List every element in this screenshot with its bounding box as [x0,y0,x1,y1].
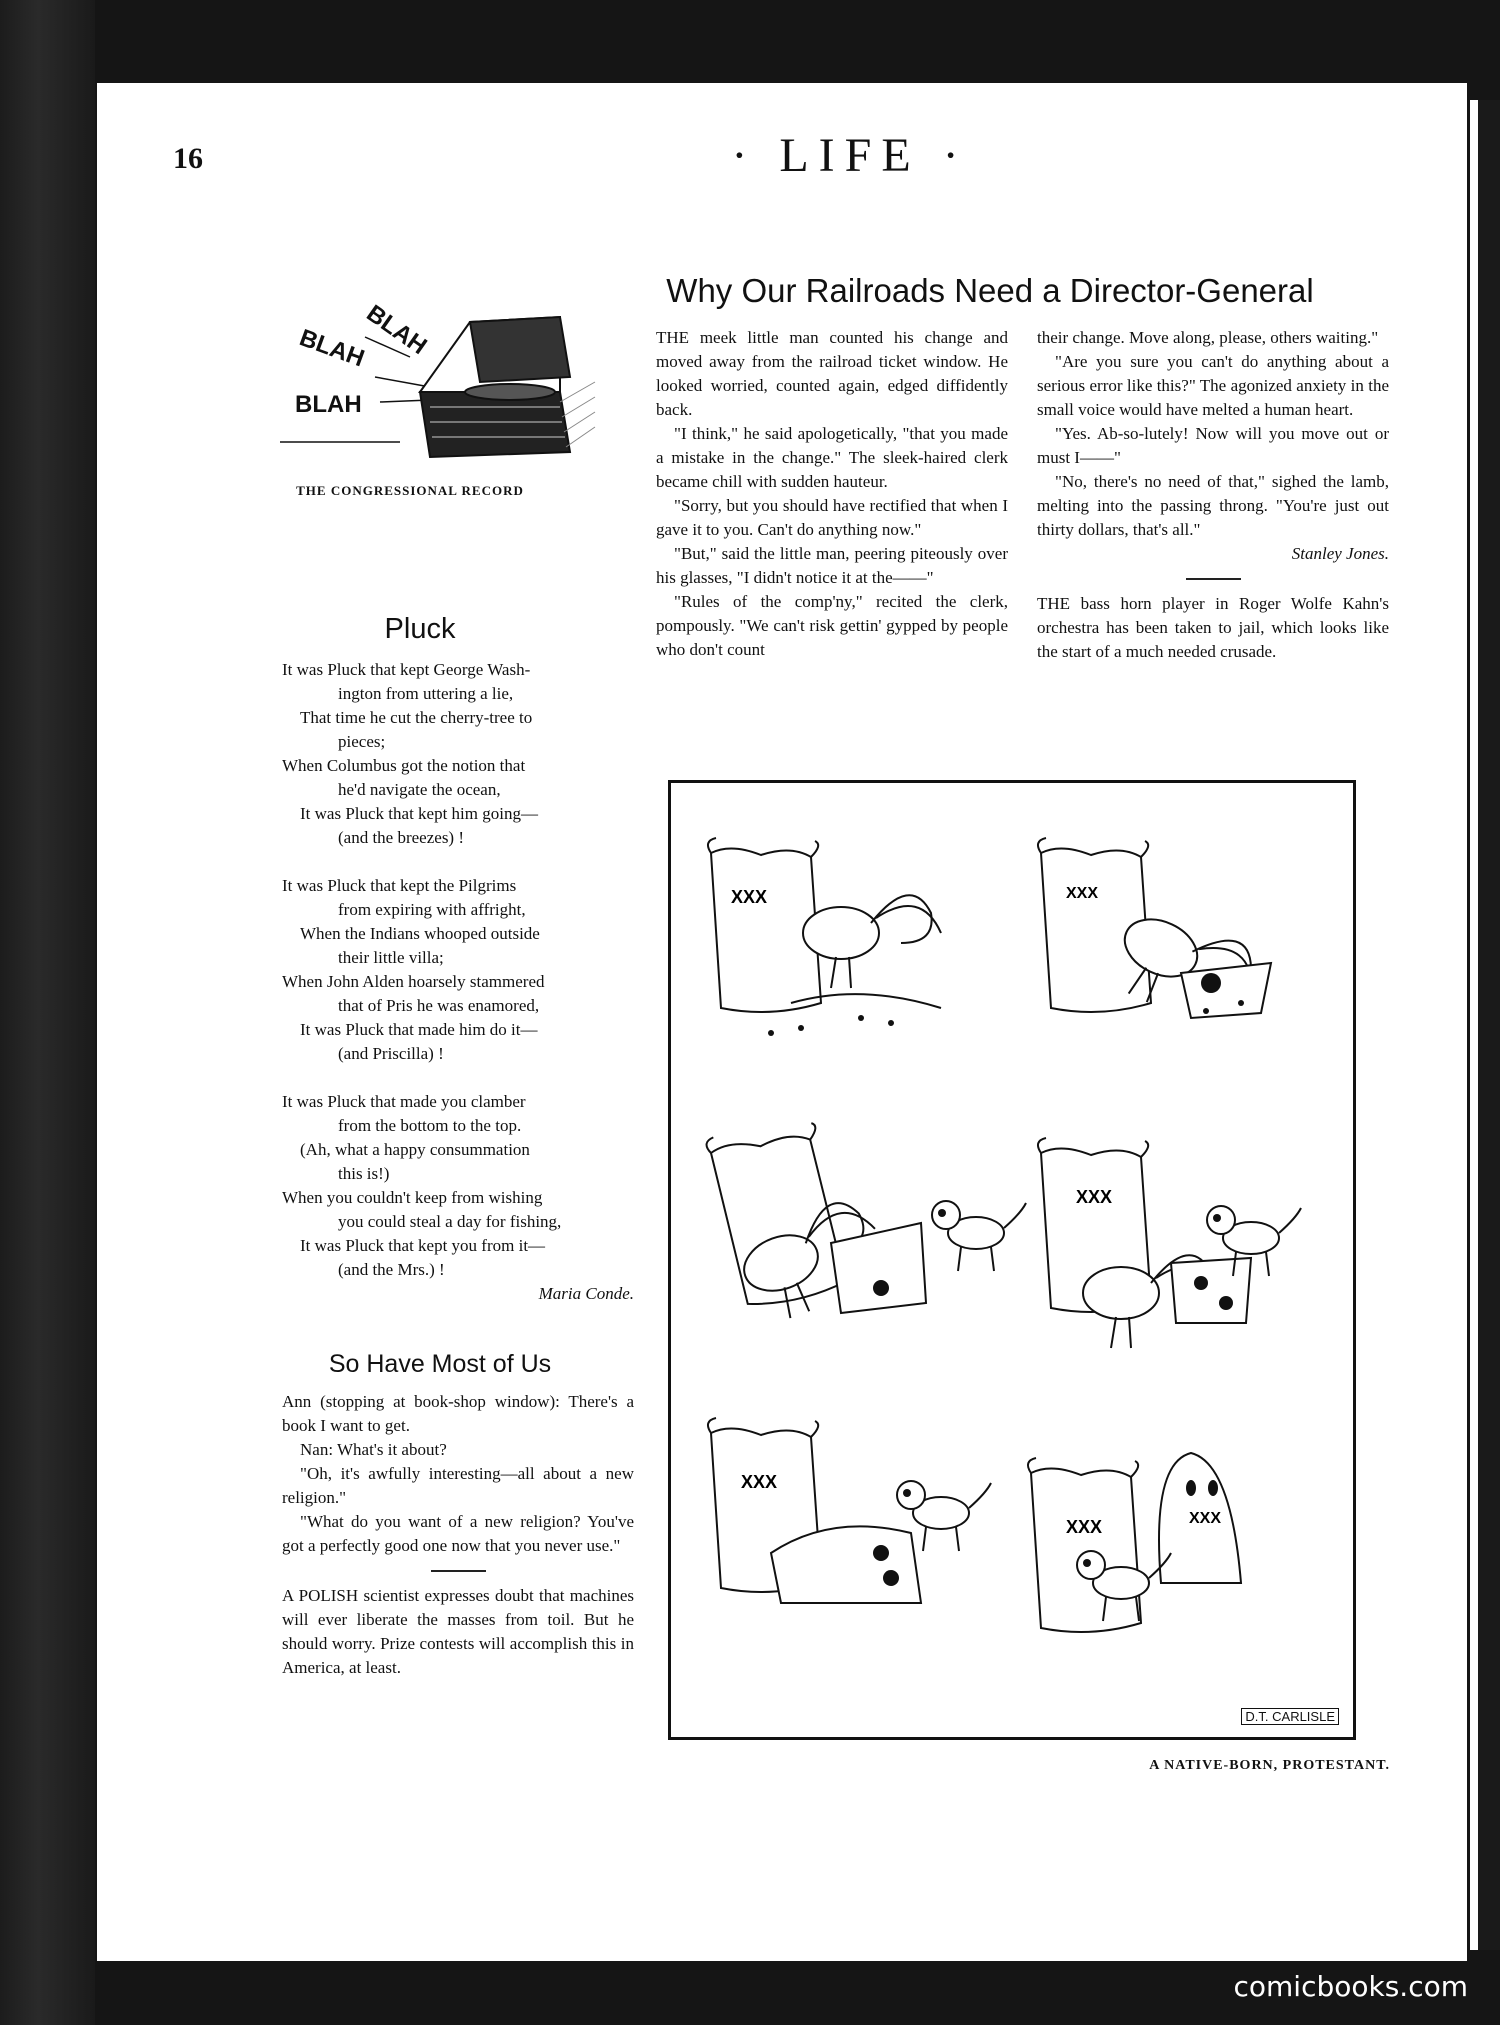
poem-line: from expiring with affright, [338,900,526,919]
poem-line: When Columbus got the notion that [282,756,526,775]
masthead: · LIFE · [731,129,969,182]
scan-left-edge [0,0,95,2025]
railroads-paragraph: their change. Move along, please, others waiting." [1037,328,1379,347]
railroads-paragraph: THE meek little man counted his change and moved away from the railroad ticket window. He looked worried, counted again, edged diffidently back. [656,328,1008,419]
svg-text:XXX: XXX [731,887,768,907]
illustration-caption: THE CONGRESSIONAL RECORD [296,483,524,498]
poem-line: When John Alden hoarsely stammered [282,972,545,991]
polish-paragraph: A POLISH scientist expresses doubt that machines will ever liberate the masses from toil. But he should worry. Prize contests will accomplish this in America, at least. [282,1586,634,1677]
poem-line: That time he cut the cherry-tree to [300,708,533,727]
comic-caption: A NATIVE-BORN, PROTESTANT. [1149,1758,1390,1773]
poem-line: (and Priscilla) ! [338,1044,444,1063]
railroads-paragraph: "Sorry, but you should have rectified that when I gave it to you. Can't do anything now." [656,496,1008,539]
poem-line: you could steal a day for fishing, [338,1212,562,1231]
most-paragraph: Nan: What's it about? [300,1440,447,1459]
poem-line: When the Indians whooped outside [300,924,540,943]
railroads-paragraph: "Yes. Ab-so-lutely! Now will you move out or must I——" [1037,424,1389,467]
railroads-author: Stanley Jones. [1291,544,1389,563]
comic-panel-1 [708,838,941,1036]
poem-line: (and the Mrs.) ! [338,1260,445,1279]
railroads-paragraph: "No, there's no need of that," sighed the lamb, melting into the passing throng. "You're just out thirty dollars, that's all." [1037,472,1389,539]
railroads-paragraph: "But," said the little man, peering piteously over his glasses, "I didn't notice it at the——" [656,544,1008,587]
poem-line: their little villa; [338,948,444,967]
page-number: 16 [173,142,203,175]
pluck-poem [282,658,634,1306]
comic-panel-5 [708,1418,991,1603]
blah-word-2: BLAH [295,324,368,373]
poem-line: It was Pluck that made him do it— [300,1020,538,1039]
poem-line: When you couldn't keep from wishing [282,1188,543,1207]
poem-line: It was Pluck that kept the Pilgrims [282,876,517,895]
railroads-paragraph: "Rules of the comp'ny," recited the clerk, pompously. "We can't risk gettin' gypped by people who don't count [656,592,1008,659]
railroads-paragraph: "Are you sure you can't do anything about a serious error like this?" The agonized anxiety in the small voice would have melted a human heart. [1037,352,1389,419]
comic-panels [671,783,1353,1737]
pluck-title: Pluck [384,613,456,645]
most-title: So Have Most of Us [328,1350,552,1378]
poem-line: that of Pris he was enamored, [338,996,540,1015]
svg-text:XXX: XXX [1076,1187,1113,1207]
bass-paragraph: THE bass horn player in Roger Wolfe Kahn's orchestra has been taken to jail, which looks like the start of a much needed crusade. [1037,594,1389,661]
railroads-column-2 [1037,326,1389,664]
poem-line: It was Pluck that made you clamber [282,1092,526,1111]
phonograph-illustration [270,282,600,472]
most-paragraph: Ann (stopping at book-shop window): There's a book I want to get. [282,1392,634,1435]
phonograph-cabinet [420,317,570,457]
poem-line: from the bottom to the top. [338,1116,522,1135]
comic-panel-2 [1038,838,1271,1040]
svg-text:XXX: XXX [1189,1510,1222,1527]
most-paragraph: "Oh, it's awfully interesting—all about a new religion." [282,1464,634,1507]
watermark: comicbooks.com [1233,1970,1468,2003]
poem-line: It was Pluck that kept George Wash- [282,660,531,679]
blah-word-1: BLAH [361,299,432,361]
section-divider [1186,578,1241,580]
comic-panel-3 [705,1119,1026,1328]
poem-line: ington from uttering a lie, [338,684,514,703]
most-paragraph: "What do you want of a new religion? You've got a perfectly good one now that you never use." [282,1512,634,1555]
scan-right-edge [1478,100,1500,1950]
comic-panel-6 [1028,1453,1241,1632]
section-divider [431,1570,486,1572]
poem-line: he'd navigate the ocean, [338,780,501,799]
comic-signature: D.T. CARLISLE [1241,1708,1339,1725]
comic-panel-4 [1038,1138,1301,1348]
most-article [282,1390,634,1680]
svg-text:XXX: XXX [1066,1517,1103,1537]
comic-frame [668,780,1356,1740]
poem-line: It was Pluck that kept you from it— [300,1236,546,1255]
poem-line: pieces; [338,732,386,751]
poem-line: (Ah, what a happy consummation [300,1140,530,1159]
svg-text:XXX: XXX [1066,885,1099,902]
blah-word-3: BLAH [295,391,362,418]
railroads-paragraph: "I think," he said apologetically, "that you made a mistake in the change." The sleek-haired clerk became chill with sudden hauteur. [656,424,1008,491]
svg-text:XXX: XXX [741,1472,778,1492]
railroads-title: Why Our Railroads Need a Director-General [666,272,1314,309]
poem-line: It was Pluck that kept him going— [300,804,538,823]
railroads-column-1 [656,326,1008,662]
pluck-author: Maria Conde. [538,1284,634,1303]
poem-line: this is!) [338,1164,390,1183]
poem-line: (and the breezes) ! [338,828,465,847]
